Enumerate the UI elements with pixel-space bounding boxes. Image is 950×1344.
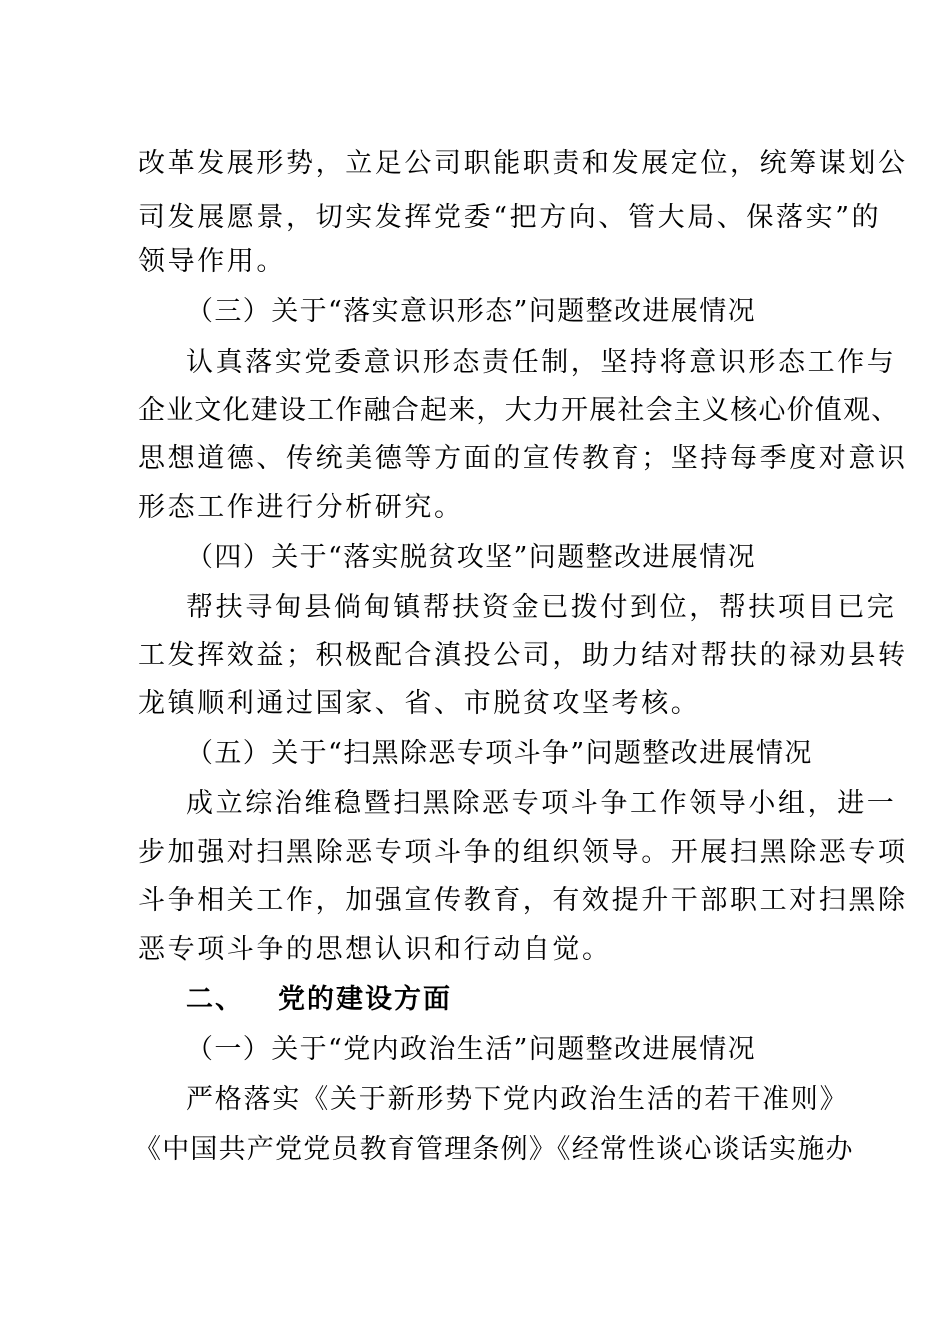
body-text-line: 《中国共产党党员教育管理条例》《经常性谈心谈话实施办	[134, 1134, 854, 1165]
subsection-heading-1: （一）关于“党内政治生活”问题整改进展情况	[186, 1034, 757, 1065]
body-text-line: 帮扶寻甸县倘甸镇帮扶资金已拨付到位，帮扶项目已完	[186, 592, 897, 623]
body-text-line: 恶专项斗争的思想认识和行动自觉。	[138, 934, 612, 965]
body-text-line: 严格落实《关于新形势下党内政治生活的若干准则》	[186, 1084, 849, 1115]
subsection-heading-3: （三）关于“落实意识形态”问题整改进展情况	[186, 296, 757, 327]
subsection-heading-5: （五）关于“扫黑除恶专项斗争”问题整改进展情况	[186, 738, 813, 769]
body-text-line: 工发挥效益；积极配合滇投公司，助力结对帮扶的禄劝县转	[138, 640, 908, 671]
body-text-line: 企业文化建设工作融合起来，大力开展社会主义核心价值观、	[138, 395, 900, 426]
section-heading	[186, 982, 866, 1018]
body-text-line: 领导作用。	[138, 246, 286, 277]
section-title: 党的建设方面	[278, 984, 452, 1015]
subsection-heading-4: （四）关于“落实脱贫攻坚”问题整改进展情况	[186, 542, 757, 573]
body-text-line: 成立综治维稳暨扫黑除恶专项斗争工作领导小组，进一	[186, 788, 897, 819]
body-text-line: 步加强对扫黑除恶专项斗争的组织领导。开展扫黑除恶专项	[138, 837, 908, 868]
body-text-line: 思想道德、传统美德等方面的宣传教育；坚持每季度对意识	[138, 443, 908, 474]
body-text-line: 认真落实党委意识形态责任制，坚持将意识形态工作与	[186, 347, 897, 378]
body-text-line: 改革发展形势，立足公司职能职责和发展定位，统筹谋划公	[138, 148, 908, 179]
body-text-line: 司发展愿景，切实发挥党委“把方向、管大局、保落实”的	[138, 202, 882, 233]
body-text-line: 斗争相关工作，加强宣传教育，有效提升干部职工对扫黑除	[138, 885, 908, 916]
section-number: 二、	[186, 984, 244, 1015]
body-text-line: 龙镇顺利通过国家、省、市脱贫攻坚考核。	[138, 688, 701, 719]
body-text-line: 形态工作进行分析研究。	[138, 492, 464, 523]
